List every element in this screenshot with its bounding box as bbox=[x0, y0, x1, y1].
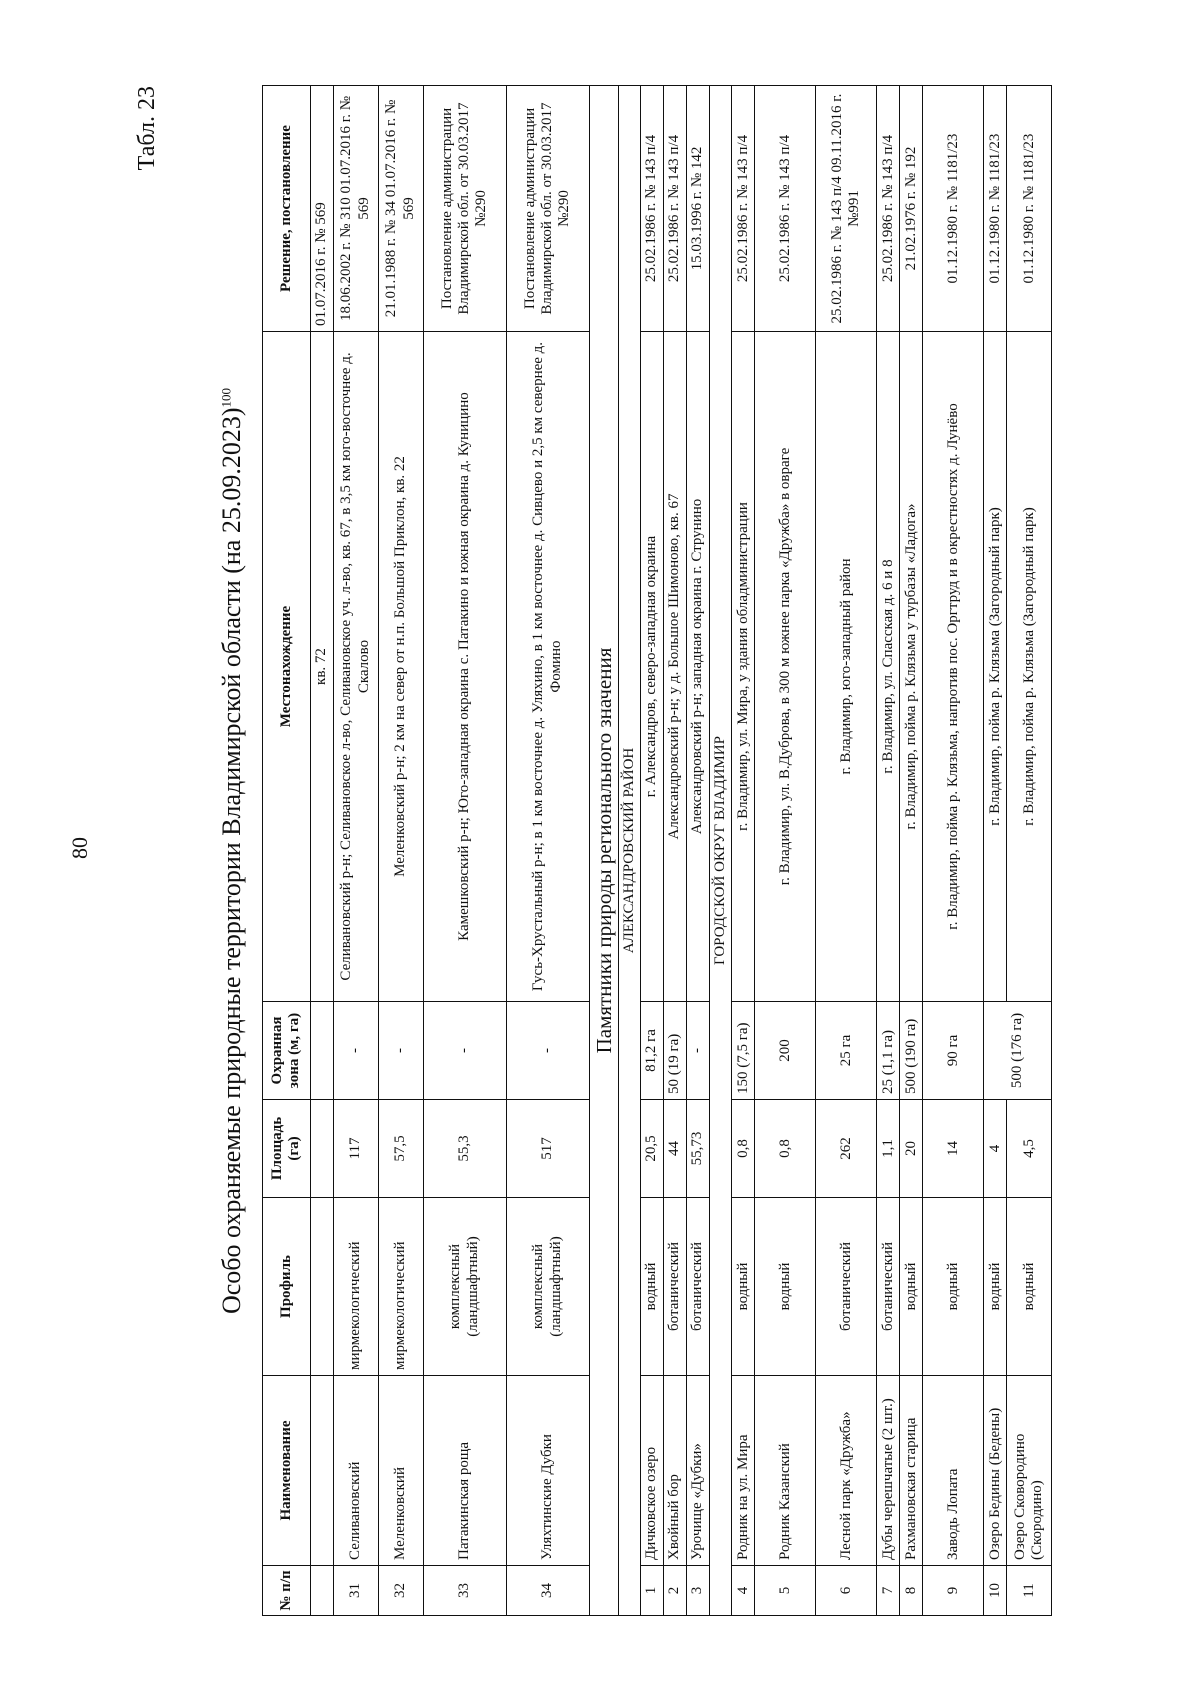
row-profile: водный bbox=[984, 1198, 1007, 1376]
row-location: г. Владимир, ул. Мира, у здания обладминистрации bbox=[732, 332, 755, 1002]
table-row bbox=[923, 86, 984, 1616]
row-number: 3 bbox=[686, 1566, 709, 1616]
row-profile: ботанический bbox=[816, 1198, 877, 1376]
row-zone: - bbox=[506, 1002, 589, 1100]
row-name: Заводь Лопата bbox=[923, 1376, 984, 1566]
row-area: 262 bbox=[816, 1100, 877, 1198]
row-location: Александровский р-н; западная окраина г. Струнино bbox=[686, 332, 709, 1002]
continuation-row bbox=[310, 86, 333, 1616]
row-name: Дичковское озеро bbox=[640, 1376, 663, 1566]
row-location: г. Владимир, ул. В.Дуброва, в 300 м южнее парка «Дружба» в овраге bbox=[755, 332, 816, 1002]
row-name: Рахмановская старица bbox=[900, 1376, 923, 1566]
row-decision: 25.02.1986 г. № 143 п/4 09.11.2016 г. №991 bbox=[816, 86, 877, 332]
subsection-title: АЛЕКСАНДРОВСКИЙ РАЙОН bbox=[618, 86, 640, 1616]
row-decision: 21.01.1988 г. № 34 01.07.2016 г. № 569 bbox=[378, 86, 423, 332]
row-number: 1 bbox=[640, 1566, 663, 1616]
row-number: 33 bbox=[423, 1566, 506, 1616]
row-number: 9 bbox=[923, 1566, 984, 1616]
section-title: Памятники природы регионального значения bbox=[589, 86, 618, 1616]
row-number: 2 bbox=[663, 1566, 686, 1616]
row-location: г. Владимир, пойма р. Клязьма (Загородный парк) bbox=[1007, 332, 1052, 1002]
row-decision: Постановление администрации Владимирской обл. от 30.03.2017 №290 bbox=[423, 86, 506, 332]
table-row bbox=[663, 86, 686, 1616]
row-decision: 25.02.1986 г. № 143 п/4 bbox=[755, 86, 816, 332]
row-zone: 25 (1,1 га) bbox=[877, 1002, 900, 1100]
col-header-zone: Охранная зона (м, га) bbox=[263, 1002, 311, 1100]
row-zone: 50 (19 га) bbox=[663, 1002, 686, 1100]
row-decision: 01.12.1980 г. № 1181/23 bbox=[1007, 86, 1052, 332]
row-profile: комплексный (ландшафтный) bbox=[506, 1198, 589, 1376]
row-name: Лесной парк «Дружба» bbox=[816, 1376, 877, 1566]
row-decision: 25.02.1986 г. № 143 п/4 bbox=[732, 86, 755, 332]
col-header-decision: Решение, постановление bbox=[263, 86, 311, 332]
row-number: 11 bbox=[1007, 1566, 1052, 1616]
row-location: г. Александров, северо-западная окраина bbox=[640, 332, 663, 1002]
row-name: Урочище «Дубки» bbox=[686, 1376, 709, 1566]
row-name: Родник на ул. Мира bbox=[732, 1376, 755, 1566]
row-location: Александровский р-н; у д. Большое Шимоново, кв. 67 bbox=[663, 332, 686, 1002]
row-profile: комплексный (ландшафтный) bbox=[423, 1198, 506, 1376]
row-location: г. Владимир, пойма р. Клязьма у турбазы «Ладога» bbox=[900, 332, 923, 1002]
subsection-title: ГОРОДСКОЙ ОКРУГ ВЛАДИМИР bbox=[709, 86, 731, 1616]
row-name: Дубы черешчатые (2 шт.) bbox=[877, 1376, 900, 1566]
row-decision: 21.02.1976 г. № 192 bbox=[900, 86, 923, 332]
row-area: 0,8 bbox=[732, 1100, 755, 1198]
row-number: 34 bbox=[506, 1566, 589, 1616]
table-row bbox=[333, 86, 378, 1616]
row-name: Хвойный бор bbox=[663, 1376, 686, 1566]
row-location: Камешковский р-н; Юго-западная окраина с. Патакино и южная окраина д. Куницино bbox=[423, 332, 506, 1002]
row-profile: ботанический bbox=[663, 1198, 686, 1376]
col-header-area: Площадь (га) bbox=[263, 1100, 311, 1198]
row-profile: ботанический bbox=[877, 1198, 900, 1376]
row-name: Уляхтинские Дубки bbox=[506, 1376, 589, 1566]
table-row bbox=[755, 86, 816, 1616]
row-profile: водный bbox=[1007, 1198, 1052, 1376]
row-decision: Постановление администрации Владимирской обл. от 30.03.2017 №290 bbox=[506, 86, 589, 332]
row-decision: 25.02.1986 г. № 143 п/4 bbox=[663, 86, 686, 332]
col-header-number: № п/п bbox=[263, 1566, 311, 1616]
row-area: 117 bbox=[333, 1100, 378, 1198]
row-area: 44 bbox=[663, 1100, 686, 1198]
row-number: 5 bbox=[755, 1566, 816, 1616]
row-decision: 25.02.1986 г. № 143 п/4 bbox=[640, 86, 663, 332]
row-area: 57,5 bbox=[378, 1100, 423, 1198]
col-header-location: Местонахождение bbox=[263, 332, 311, 1002]
row-zone: 500 (190 га) bbox=[900, 1002, 923, 1100]
row-name: Озеро Сковородино (Скородино) bbox=[1007, 1376, 1052, 1566]
continuation-location: кв. 72 bbox=[310, 332, 333, 1002]
row-profile: мирмекологический bbox=[333, 1198, 378, 1376]
row-location: г. Владимир, пойма р. Клязьма (Загородный парк) bbox=[984, 332, 1007, 1002]
col-header-profile: Профиль bbox=[263, 1198, 311, 1376]
row-decision: 25.02.1986 г. № 143 п/4 bbox=[877, 86, 900, 332]
rotated-page-content bbox=[134, 56, 1200, 1646]
row-area: 4 bbox=[984, 1100, 1007, 1198]
row-location: г. Владимир, ул. Спасская д. 6 и 8 bbox=[877, 332, 900, 1002]
row-number: 4 bbox=[732, 1566, 755, 1616]
row-location: Гусь-Хрустальный р-н; в 1 км восточнее д. Уляхино, в 1 км восточнее д. Сивцево и 2,5 км севернее д. Фомино bbox=[506, 332, 589, 1002]
cell bbox=[310, 1100, 333, 1198]
row-name: Меленковский bbox=[378, 1376, 423, 1566]
table-row bbox=[423, 86, 506, 1616]
row-name: Родник Казанский bbox=[755, 1376, 816, 1566]
row-profile: мирмекологический bbox=[378, 1198, 423, 1376]
row-area: 517 bbox=[506, 1100, 589, 1198]
col-header-name: Наименование bbox=[263, 1376, 311, 1566]
table-row bbox=[984, 86, 1007, 1616]
row-area: 55,3 bbox=[423, 1100, 506, 1198]
table-row bbox=[816, 86, 877, 1616]
row-area: 20 bbox=[900, 1100, 923, 1198]
row-location: г. Владимир, пойма р. Клязьма, напротив пос. Оргтруд и в окрестностях д. Лунёво bbox=[923, 332, 984, 1002]
row-decision: 01.12.1980 г. № 1181/23 bbox=[984, 86, 1007, 332]
row-zone: 25 га bbox=[816, 1002, 877, 1100]
row-profile: водный bbox=[900, 1198, 923, 1376]
row-zone: - bbox=[378, 1002, 423, 1100]
cell bbox=[310, 1002, 333, 1100]
row-location: Селивановский р-н; Селивановское л-во, Селивановское уч. л-во, кв. 67, в 3,5 км юго-восточнее д. Скалово bbox=[333, 332, 378, 1002]
heading-title: Особо охраняемые природные территории Владимирской области (на 25.09.2023) bbox=[217, 407, 246, 1315]
row-profile: ботанический bbox=[686, 1198, 709, 1376]
row-number: 7 bbox=[877, 1566, 900, 1616]
row-number: 32 bbox=[378, 1566, 423, 1616]
row-number: 31 bbox=[333, 1566, 378, 1616]
row-name: Селивановский bbox=[333, 1376, 378, 1566]
row-zone: - bbox=[423, 1002, 506, 1100]
row-zone: 500 (176 га) bbox=[984, 1002, 1052, 1100]
row-zone: - bbox=[686, 1002, 709, 1100]
row-profile: водный bbox=[640, 1198, 663, 1376]
row-area: 14 bbox=[923, 1100, 984, 1198]
table-heading bbox=[204, 86, 260, 1616]
table-row bbox=[732, 86, 755, 1616]
table-row bbox=[1007, 86, 1052, 1616]
row-zone: 150 (7,5 га) bbox=[732, 1002, 755, 1100]
row-name: Озеро Бедины (Бедены) bbox=[984, 1376, 1007, 1566]
header-row bbox=[263, 86, 311, 1616]
row-area: 4,5 bbox=[1007, 1100, 1052, 1198]
row-number: 6 bbox=[816, 1566, 877, 1616]
row-number: 10 bbox=[984, 1566, 1007, 1616]
heading-footnote: 100 bbox=[218, 387, 234, 408]
table-row bbox=[877, 86, 900, 1616]
row-area: 20,5 bbox=[640, 1100, 663, 1198]
row-decision: 15.03.1996 г. № 142 bbox=[686, 86, 709, 332]
cell bbox=[310, 1198, 333, 1376]
row-zone: 200 bbox=[755, 1002, 816, 1100]
subsection-row-vladimir bbox=[709, 86, 731, 1616]
row-profile: водный bbox=[755, 1198, 816, 1376]
row-number: 8 bbox=[900, 1566, 923, 1616]
table-label: Табл. 23 bbox=[134, 86, 160, 171]
row-location: г. Владимир, юго-западный район bbox=[816, 332, 877, 1002]
table-row bbox=[378, 86, 423, 1616]
row-decision: 18.06.2002 г. № 310 01.07.2016 г. № 569 bbox=[333, 86, 378, 332]
table-row bbox=[506, 86, 589, 1616]
table-row bbox=[686, 86, 709, 1616]
row-area: 0,8 bbox=[755, 1100, 816, 1198]
row-zone: 81,2 га bbox=[640, 1002, 663, 1100]
cell bbox=[310, 1376, 333, 1566]
page-number: 80 bbox=[67, 837, 92, 859]
row-profile: водный bbox=[732, 1198, 755, 1376]
row-profile: водный bbox=[923, 1198, 984, 1376]
row-zone: 90 га bbox=[923, 1002, 984, 1100]
table-row bbox=[900, 86, 923, 1616]
table-row bbox=[640, 86, 663, 1616]
protected-areas-table bbox=[262, 85, 1052, 1616]
row-location: Меленковский р-н; 2 км на север от н.п. Большой Приклон, кв. 22 bbox=[378, 332, 423, 1002]
subsection-row-alexandrov bbox=[618, 86, 640, 1616]
continuation-decision: 01.07.2016 г. № 569 bbox=[310, 86, 333, 332]
row-name: Патакинская роща bbox=[423, 1376, 506, 1566]
row-zone: - bbox=[333, 1002, 378, 1100]
row-area: 1,1 bbox=[877, 1100, 900, 1198]
row-decision: 01.12.1980 г. № 1181/23 bbox=[923, 86, 984, 332]
section-row-monuments bbox=[589, 86, 618, 1616]
row-area: 55,73 bbox=[686, 1100, 709, 1198]
cell bbox=[310, 1566, 333, 1616]
